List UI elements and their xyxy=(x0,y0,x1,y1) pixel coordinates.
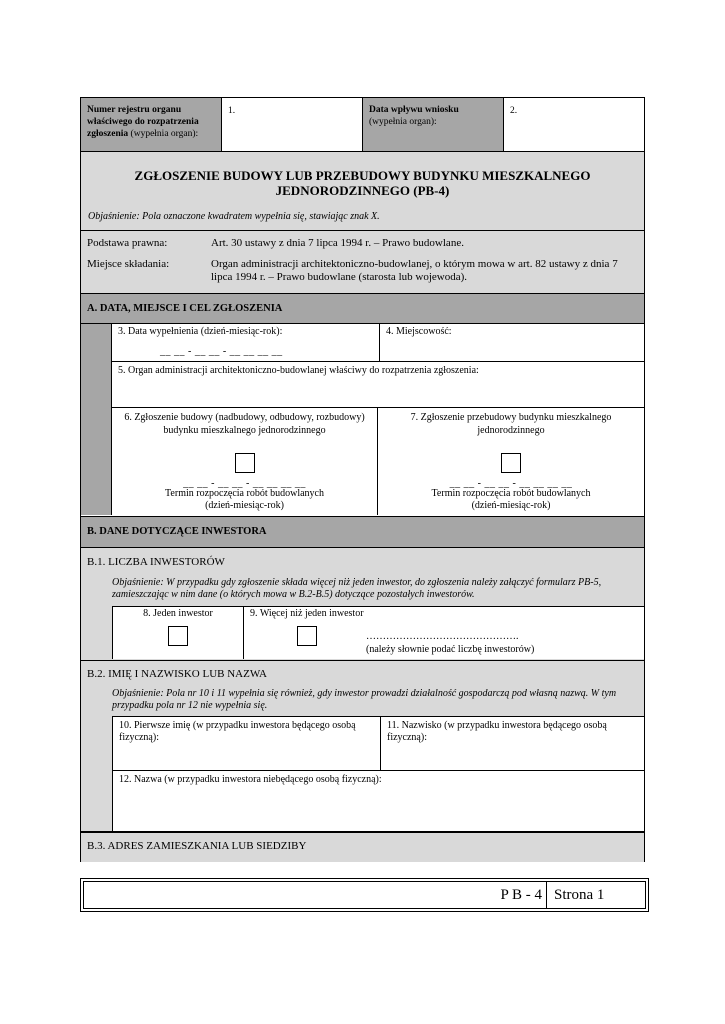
one-investor-field xyxy=(112,606,244,659)
section-a-header xyxy=(80,294,645,324)
construction-notice-field xyxy=(112,408,378,515)
section-b3 xyxy=(80,832,645,862)
construction-term-format: (dzień-miesiąc-rok) xyxy=(205,500,284,511)
title-block xyxy=(80,152,645,231)
section-a-title: A. DATA, MIEJSCE I CEL ZGŁOSZENIA xyxy=(87,303,283,314)
submission-place-label: Miejsce składania: xyxy=(87,258,170,270)
b3-title: B.3. ADRES ZAMIESZKANIA LUB SIEDZIBY xyxy=(87,840,307,852)
field-3-placeholder: __ __ - __ __ - __ __ __ __ xyxy=(160,346,283,357)
rebuild-term-format: (dzień-miesiąc-rok) xyxy=(471,500,551,511)
form-title xyxy=(81,168,644,198)
organization-name-field[interactable] xyxy=(112,771,644,831)
section-b2 xyxy=(80,661,645,832)
field-9-label: 9. Więcej niż jeden inwestor xyxy=(250,608,364,619)
field-3-label: 3. Data wypełnienia (dzień-miesiąc-rok): xyxy=(118,326,283,337)
rebuild-term-label xyxy=(378,488,644,512)
registry-label-cell xyxy=(81,98,222,151)
footer-inner xyxy=(83,881,646,909)
rebuild-notice-field xyxy=(378,408,644,515)
investor-count-hint: (należy słownie podać liczbę inwestorów) xyxy=(366,644,535,655)
investor-count-input[interactable]: ………………………………………. xyxy=(366,631,519,642)
legal-basis-label: Podstawa prawna: xyxy=(87,237,168,249)
form-title-line1: ZGŁOSZENIE BUDOWY LUB PRZEBUDOWY BUDYNKU MIESZKALNEGO xyxy=(134,168,591,183)
field-5-label: 5. Organ administracji architektoniczno-budowlanej właściwy do rozpatrzenia zgłoszenia: xyxy=(118,365,479,376)
section-b-header xyxy=(80,517,645,548)
b1-explanation: Objaśnienie: W przypadku gdy zgłoszenie składa więcej niż jeden inwestor, do zgłoszenia należy załączyć formularz PB-5, zamieszczając w nim dane (o których mowa w B.2-B.5) dotyczące pozostałych inwestorów. xyxy=(112,577,602,600)
construction-start-date[interactable]: __ __ - __ __ - __ __ __ __ xyxy=(183,478,306,489)
registry-number-field[interactable] xyxy=(222,98,363,151)
legal-basis-value: Art. 30 ustawy z dnia 7 lipca 1994 r. – Prawo budowlane. xyxy=(211,237,464,249)
receipt-label: Data wpływu wniosku xyxy=(369,105,459,115)
b2-explanation: Objaśnienie: Pola nr 10 i 11 wypełnia się również, gdy inwestor prowadzi działalność gospodarczą pod własną nazwą. W tym przypadku pola nr 12 nie wypełnia się. xyxy=(112,688,617,711)
multiple-investors-checkbox[interactable] xyxy=(297,626,317,646)
section-b-title: B. DANE DOTYCZĄCE INWESTORA xyxy=(87,526,267,537)
page-number: Strona 1 xyxy=(554,887,605,903)
header-row xyxy=(80,97,645,152)
field-2-number: 2. xyxy=(510,106,518,116)
form xyxy=(80,97,645,862)
legal-block xyxy=(80,231,645,294)
rebuild-term-text: Termin rozpoczęcia robót budowlanych xyxy=(431,488,591,499)
receipt-label-cell xyxy=(363,98,504,151)
fill-date-field[interactable] xyxy=(112,324,380,362)
field-4-label: 4. Miejscowość: xyxy=(386,326,452,337)
field-8-label: 8. Jeden inwestor xyxy=(143,608,213,619)
locality-field[interactable] xyxy=(380,324,644,362)
submission-place-value: Organ administracji architektoniczno-budowlanej, o którym mowa w art. 82 ustawy z dnia 7 lipca 1994 r. – Prawo budowlane (starosta lub wojewoda). xyxy=(211,258,618,283)
b2-title: B.2. IMIĘ I NAZWISKO LUB NAZWA xyxy=(87,668,267,680)
construction-checkbox[interactable] xyxy=(235,453,255,473)
form-code: P B - 4 xyxy=(500,887,542,903)
registry-label: Numer rejestru organu właściwego do rozpatrzenia zgłoszenia xyxy=(87,105,199,139)
field-7-label: 7. Zgłoszenie przebudowy budynku mieszkalnego jednorodzinnego xyxy=(410,412,612,436)
receipt-label-note: (wypełnia organ): xyxy=(369,117,437,127)
section-b1 xyxy=(80,548,645,661)
section-a-body xyxy=(80,324,645,517)
field-6-label: 6. Zgłoszenie budowy (nadbudowy, odbudowy, rozbudowy) budynku mieszkalnego jednorodzinnego xyxy=(124,412,365,436)
form-title-line2: JEDNORODZINNEGO (PB-4) xyxy=(275,183,450,198)
receipt-date-field[interactable] xyxy=(504,98,644,151)
field-11-label: 11. Nazwisko (w przypadku inwestora będącego osobą fizyczną): xyxy=(387,720,607,743)
authority-field[interactable] xyxy=(112,362,644,408)
registry-label-note: (wypełnia organ): xyxy=(130,129,199,139)
one-investor-checkbox[interactable] xyxy=(168,626,188,646)
last-name-field[interactable] xyxy=(381,716,644,771)
construction-term-text: Termin rozpoczęcia robót budowlanych xyxy=(165,488,324,499)
rebuild-start-date[interactable]: __ __ - __ __ - __ __ __ __ xyxy=(449,478,573,489)
first-name-field[interactable] xyxy=(112,716,381,771)
footer-frame xyxy=(80,878,649,912)
field-10-label: 10. Pierwsze imię (w przypadku inwestora będącego osobą fizyczną): xyxy=(119,720,356,743)
title-explanation: Objaśnienie: Pola oznaczone kwadratem wypełnia się, stawiając znak X. xyxy=(88,211,380,222)
rebuild-checkbox[interactable] xyxy=(501,453,521,473)
field-12-label: 12. Nazwa (w przypadku inwestora niebędącego osobą fizyczną): xyxy=(119,774,382,785)
section-a-margin xyxy=(81,324,112,515)
field-1-number: 1. xyxy=(228,106,236,116)
multiple-investors-field xyxy=(244,606,644,659)
construction-term-label xyxy=(112,488,377,512)
b1-title: B.1. LICZBA INWESTORÓW xyxy=(87,556,225,568)
